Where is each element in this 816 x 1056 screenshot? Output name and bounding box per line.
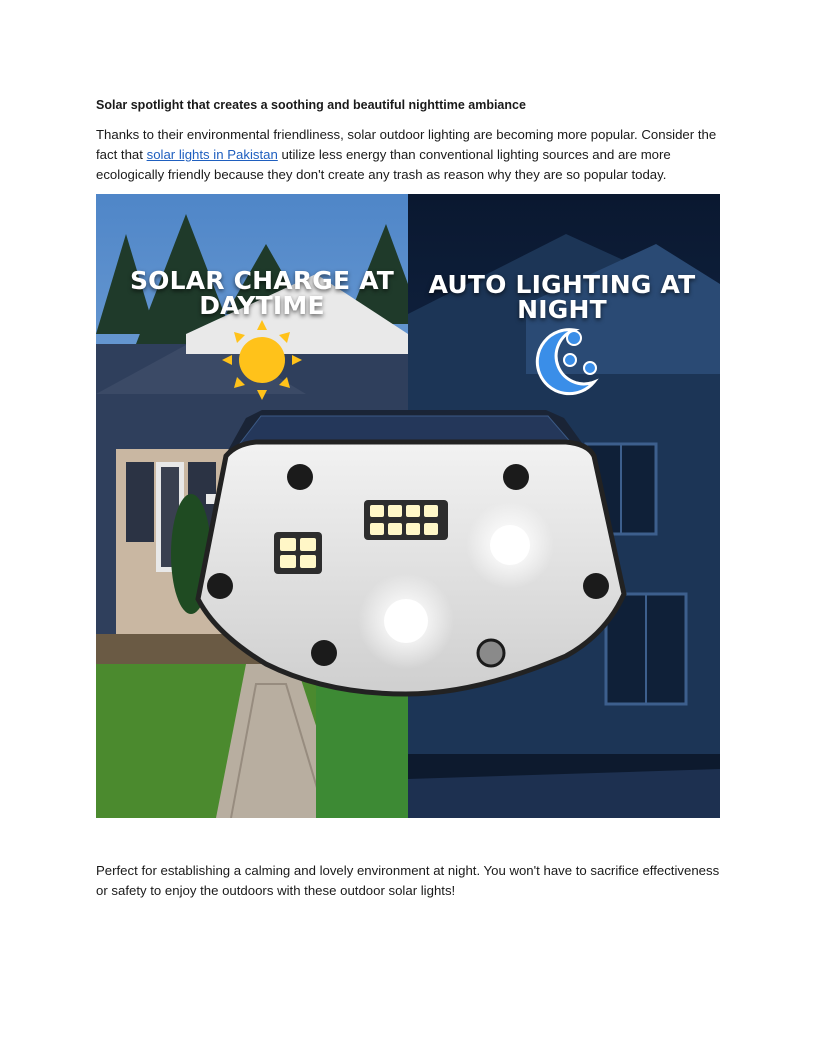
daytime-caption: SOLAR CHARGE AT DAYTIME <box>129 266 395 320</box>
closing-paragraph: Perfect for establishing a calming and lovely environment at night. You won't have to sacrifice effectiveness or safety to enjoy the outdoors with these outdoor solar lights! <box>96 863 720 898</box>
solar-spotlight <box>198 410 624 694</box>
intro-paragraph <box>96 125 724 185</box>
product-image <box>96 194 720 818</box>
solar-lights-link[interactable]: solar lights in Pakistan <box>146 147 278 162</box>
intro-text-before: Thanks to their environmental friendliness, solar outdoor lighting are becoming more popular. Consider the fact that <box>96 127 717 162</box>
night-caption: AUTO LIGHTING AT NIGHT <box>428 270 696 324</box>
intro-text-after: utilize less energy than conventional lighting sources and are more ecologically friendly because they don't create any trash as reason why they are so popular today. <box>96 147 671 182</box>
page-heading: Solar spotlight that creates a soothing and beautiful nighttime ambiance <box>96 98 526 112</box>
